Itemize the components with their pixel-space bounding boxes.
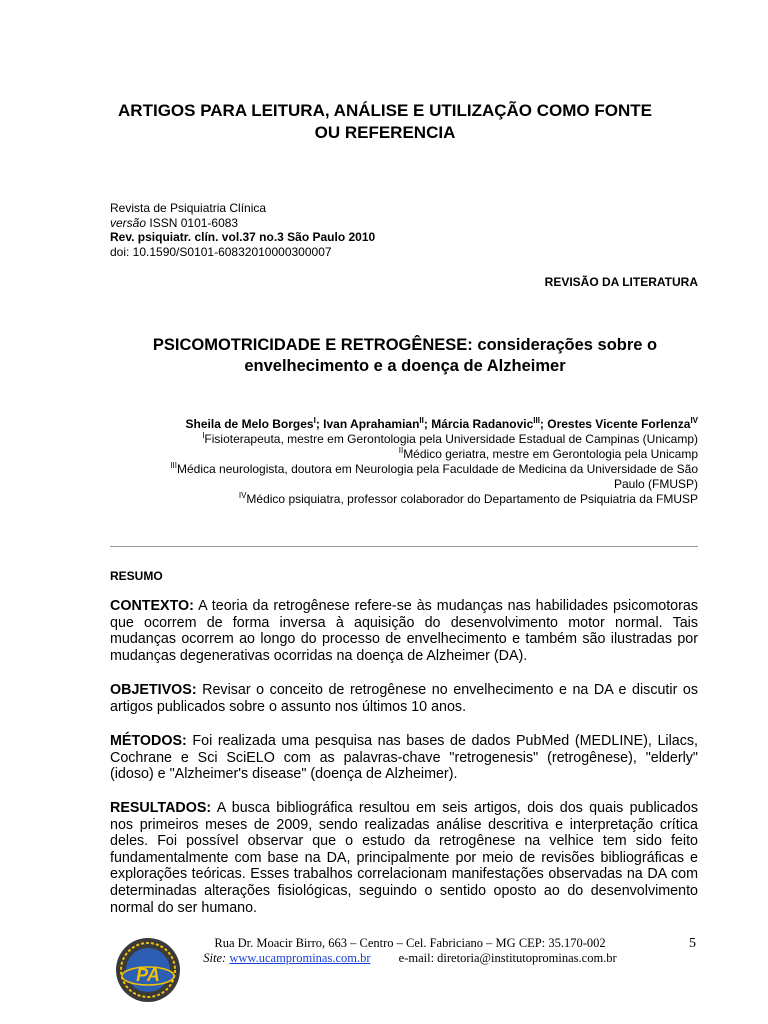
abstract-heading: RESUMO xyxy=(110,569,163,583)
metodos-text: Foi realizada uma pesquisa nas bases de dados PubMed (MEDLINE), Lilacs, Cochrane e Sci SciELO com as palavras-chave "retrogenesis" (retrogênese), "elderly" (idoso) e "Alzheimer's disease" (doença de Alzheimer). xyxy=(110,733,698,783)
affiliation-sup: III xyxy=(170,461,177,470)
affiliation-text: Médico geriatra, mestre em Gerontologia pela Unicamp xyxy=(403,447,698,461)
site-link[interactable]: www.ucamprominas.com.br xyxy=(229,951,371,965)
journal-info xyxy=(110,201,375,259)
document-header-title xyxy=(60,100,710,144)
author-list xyxy=(98,417,698,432)
author-name: ; Orestes Vicente Forlenza xyxy=(539,417,691,431)
affiliation-3 xyxy=(98,462,698,477)
journal-issn-line xyxy=(110,216,375,231)
affiliation-text: Médico psiquiatra, professor colaborador do Departamento de Psiquiatria da FMUSP xyxy=(246,492,698,506)
abstract-contexto xyxy=(110,598,698,664)
authors-block xyxy=(98,417,698,507)
journal-doi: doi: 10.1590/S0101-60832010000300007 xyxy=(110,244,332,259)
author-name: ; Ivan Aprahamian xyxy=(315,417,420,431)
footer-info xyxy=(190,936,630,966)
abstract-resultados xyxy=(110,800,698,916)
header-title-line2: OU REFERENCIA xyxy=(314,123,456,142)
footer-contact-line: Site: www.ucamprominas.com.br e-mail: diretoria@institutoprominas.com.br xyxy=(203,951,617,965)
author-sup: I xyxy=(313,416,316,425)
affiliation-text: Fisioterapeuta, mestre em Gerontologia pela Universidade Estadual de Campinas (Unicamp) xyxy=(204,432,698,446)
author-sup: III xyxy=(533,416,540,425)
affiliation-2 xyxy=(98,447,698,462)
affiliation-3-cont: Paulo (FMUSP) xyxy=(613,477,698,491)
metodos-label: MÉTODOS: xyxy=(110,733,187,749)
prominas-logo xyxy=(114,936,182,1004)
prominas-seal-icon xyxy=(114,936,182,1004)
logo-letters: PA xyxy=(136,964,160,985)
author-sup: IV xyxy=(690,416,698,425)
paper-title xyxy=(80,335,730,377)
section-divider xyxy=(110,546,698,547)
affiliation-text: Médica neurologista, doutora em Neurologia pela Faculdade de Medicina da Universidade de São xyxy=(177,462,698,476)
author-sup: II xyxy=(419,416,424,425)
affiliation-sup: I xyxy=(202,431,205,440)
affiliation-sup: II xyxy=(398,446,404,455)
contexto-text: A teoria da retrogênese refere-se às mudanças nas habilidades psicomotoras que ocorrem de forma inversa à aquisição do desenvolvimento motor normal. Tais mudanças ocorrem ao longo do processo de envelhecimento e também são ilustradas por mudanças degenerativas ocorridas na doença de Alzheimer (DA). xyxy=(110,598,698,664)
objetivos-label: OBJETIVOS: xyxy=(110,682,197,698)
affiliation-4 xyxy=(98,492,698,507)
header-title-line1: ARTIGOS PARA LEITURA, ANÁLISE E UTILIZAÇÃO COMO FONTE xyxy=(118,101,652,120)
section-label: REVISÃO DA LITERATURA xyxy=(544,275,698,289)
issn-value: ISSN 0101-6083 xyxy=(149,215,239,230)
journal-citation: Rev. psiquiatr. clín. vol.37 no.3 São Paulo 2010 xyxy=(110,230,376,244)
footer-email: e-mail: diretoria@institutoprominas.com.br xyxy=(398,951,617,965)
abstract-objetivos xyxy=(110,682,698,715)
resultados-text: A busca bibliográfica resultou em seis artigos, dois dos quais publicados nos primeiros meses de 2009, sendo realizadas análise descritiva e interpretação crítica deles. Foi possível observar que o estudo da retrogênese na velhice tem sido feito fundamentalmente com base na DA, principalmente por meio de revisões bibliográficas e explorações teóricas. Esses trabalhos correlacionam manifestações observadas na DA com determinadas alterações fisiológicas, seguindo o sentido oposto ao do desenvolvimento normal do ser humano. xyxy=(110,800,698,916)
abstract-metodos xyxy=(110,733,698,783)
affiliation-sup: IV xyxy=(238,491,247,500)
footer-address: Rua Dr. Moacir Birro, 663 – Centro – Cel. Fabriciano – MG CEP: 35.170-002 xyxy=(214,936,606,950)
contexto-label: CONTEXTO: xyxy=(110,598,194,614)
page-number: 5 xyxy=(689,936,696,951)
affiliation-1 xyxy=(98,432,698,447)
resultados-label: RESULTADOS: xyxy=(110,800,212,816)
author-name: Sheila de Melo Borges xyxy=(185,417,314,431)
objetivos-text: Revisar o conceito de retrogênese no envelhecimento e na DA e discutir os artigos publicados sobre o assunto nos últimos 10 anos. xyxy=(110,682,698,715)
site-label: Site xyxy=(203,951,223,965)
paper-title-line1: PSICOMOTRICIDADE E RETROGÊNESE: considerações sobre o xyxy=(152,336,658,354)
issn-label: versão xyxy=(110,215,147,230)
paper-title-line2: envelhecimento e a doença de Alzheimer xyxy=(244,357,566,375)
journal-name: Revista de Psiquiatria Clínica xyxy=(110,201,267,215)
author-name: ; Márcia Radanovic xyxy=(423,417,534,431)
